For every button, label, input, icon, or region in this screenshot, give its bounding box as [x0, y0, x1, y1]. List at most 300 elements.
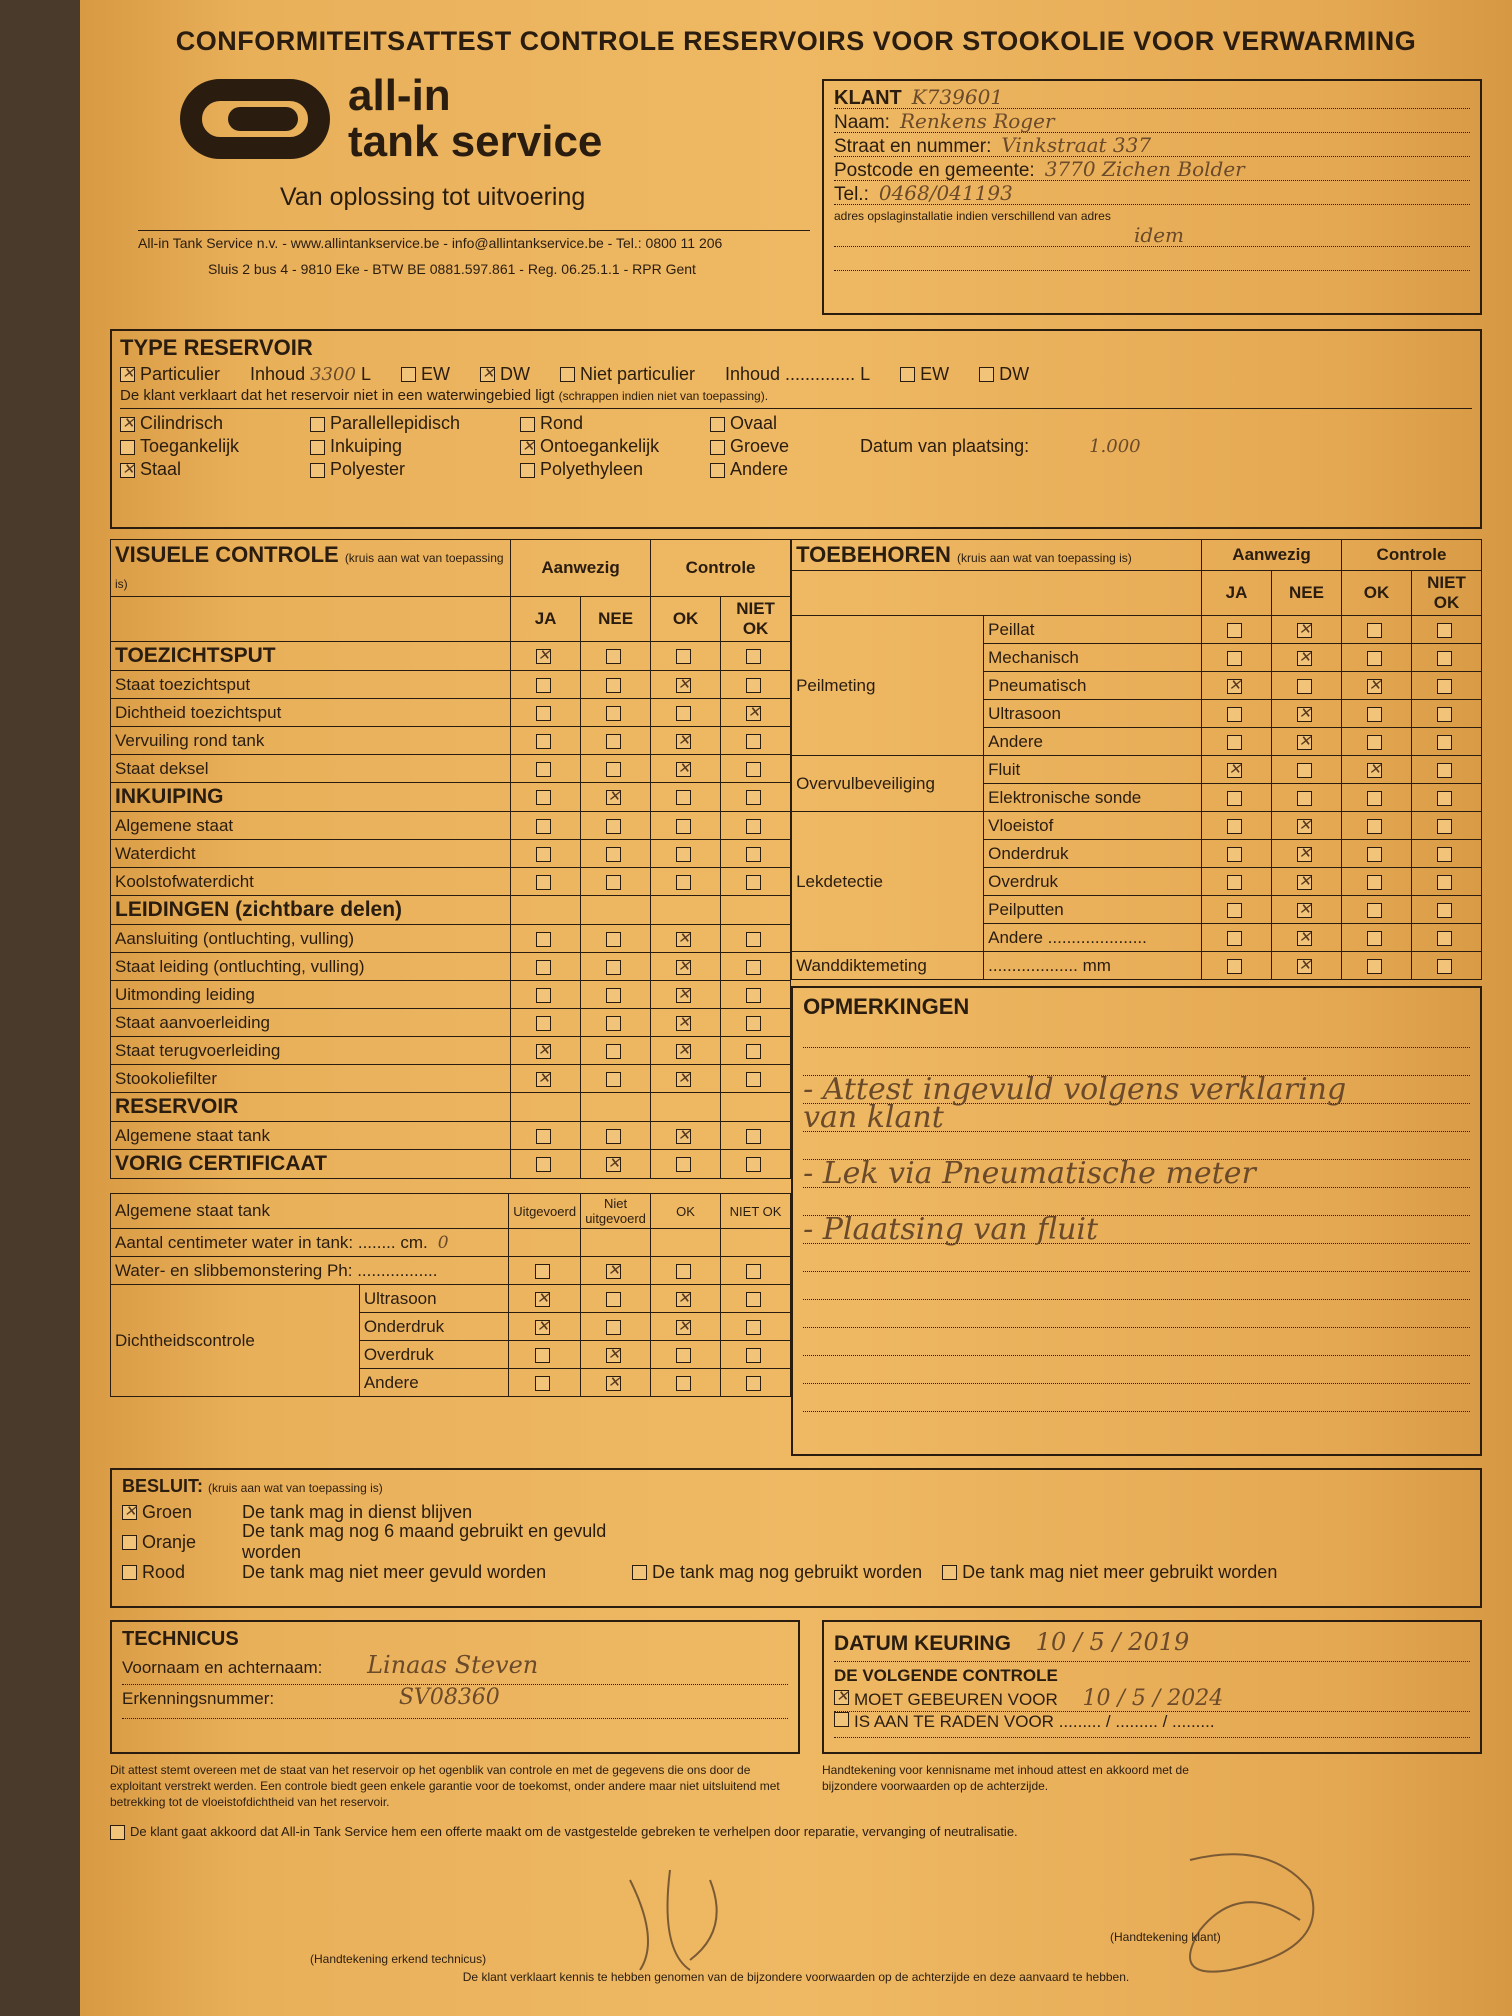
toe-check-checkbox[interactable] — [1437, 763, 1452, 778]
toe-check[interactable] — [1412, 896, 1482, 924]
toe-check[interactable] — [1202, 784, 1272, 812]
slib-check-checkbox[interactable] — [606, 1264, 621, 1279]
niet-particulier-checkbox[interactable] — [560, 367, 575, 382]
row-check[interactable] — [651, 1037, 721, 1065]
shape-option[interactable] — [120, 413, 310, 434]
remark-line[interactable]: - Attest ingevuld volgens verklaring — [803, 1076, 1470, 1104]
row-check[interactable] — [511, 1037, 581, 1065]
row-check[interactable] — [721, 671, 791, 699]
besluit-option[interactable] — [122, 1557, 1470, 1587]
toe-check-checkbox[interactable] — [1437, 679, 1452, 694]
toe-check-checkbox[interactable] — [1367, 931, 1382, 946]
klant-number[interactable]: K739601 — [911, 85, 1004, 109]
dw-checkbox[interactable] — [480, 367, 495, 382]
toe-check[interactable] — [1202, 896, 1272, 924]
erk-field[interactable]: SV08360 — [398, 1685, 500, 1710]
row-check-checkbox[interactable] — [536, 819, 551, 834]
dicht-check-checkbox[interactable] — [676, 1376, 691, 1391]
dicht-check-checkbox[interactable] — [746, 1320, 761, 1335]
row-check-checkbox[interactable] — [536, 960, 551, 975]
toe-check-checkbox[interactable] — [1437, 931, 1452, 946]
toe-check-checkbox[interactable] — [1297, 931, 1312, 946]
toe-check[interactable] — [1202, 812, 1272, 840]
toe-check-checkbox[interactable] — [1227, 959, 1242, 974]
row-check[interactable] — [581, 953, 651, 981]
besluit-checkbox[interactable] — [122, 1565, 137, 1580]
shape-checkbox[interactable] — [710, 463, 725, 478]
toe-check-checkbox[interactable] — [1297, 875, 1312, 890]
toe-check[interactable] — [1202, 756, 1272, 784]
row-check-checkbox[interactable] — [606, 678, 621, 693]
row-check-checkbox[interactable] — [676, 1072, 691, 1087]
group-check-checkbox[interactable] — [746, 790, 761, 805]
row-check-checkbox[interactable] — [606, 1016, 621, 1031]
toe-check[interactable] — [1342, 812, 1412, 840]
dicht-check[interactable] — [651, 1285, 721, 1313]
slib-check[interactable] — [581, 1257, 651, 1285]
toe-check-checkbox[interactable] — [1227, 763, 1242, 778]
shape-checkbox[interactable] — [520, 417, 535, 432]
adres-field[interactable]: idem — [1134, 223, 1184, 247]
row-check-checkbox[interactable] — [746, 988, 761, 1003]
slib-check[interactable] — [721, 1257, 791, 1285]
tech-naam-field[interactable]: Linaas Steven — [367, 1651, 539, 1679]
toe-check[interactable] — [1272, 700, 1342, 728]
row-check-checkbox[interactable] — [746, 1072, 761, 1087]
row-check[interactable] — [651, 1009, 721, 1037]
row-check[interactable] — [581, 1065, 651, 1093]
toe-check[interactable] — [1272, 840, 1342, 868]
shape-option[interactable] — [310, 413, 520, 434]
row-check[interactable] — [511, 1009, 581, 1037]
row-check-checkbox[interactable] — [676, 762, 691, 777]
toe-check-checkbox[interactable] — [1437, 959, 1452, 974]
toe-check-checkbox[interactable] — [1367, 903, 1382, 918]
row-check[interactable] — [651, 1065, 721, 1093]
row-check[interactable] — [581, 699, 651, 727]
row-check[interactable] — [721, 1037, 791, 1065]
toe-check[interactable] — [1342, 868, 1412, 896]
toe-check-checkbox[interactable] — [1227, 791, 1242, 806]
toe-check-checkbox[interactable] — [1297, 707, 1312, 722]
ew2-checkbox[interactable] — [900, 367, 915, 382]
naam-field[interactable]: Renkens Roger — [899, 109, 1055, 133]
toe-check[interactable] — [1342, 896, 1412, 924]
toe-check[interactable] — [1272, 672, 1342, 700]
toe-check[interactable] — [1202, 840, 1272, 868]
row-check-checkbox[interactable] — [676, 875, 691, 890]
row-check-checkbox[interactable] — [536, 932, 551, 947]
toe-check-checkbox[interactable] — [1367, 651, 1382, 666]
row-check[interactable] — [581, 1037, 651, 1065]
toe-check-checkbox[interactable] — [1297, 763, 1312, 778]
row-check-checkbox[interactable] — [606, 706, 621, 721]
group-check-checkbox[interactable] — [536, 1157, 551, 1172]
toe-check[interactable] — [1342, 952, 1412, 980]
group-check-checkbox[interactable] — [606, 1157, 621, 1172]
group-check[interactable] — [511, 783, 581, 812]
toe-check-checkbox[interactable] — [1367, 847, 1382, 862]
toe-check-checkbox[interactable] — [1367, 763, 1382, 778]
moet-field[interactable]: 10 / 5 / 2024 — [1082, 1686, 1224, 1711]
group-check[interactable] — [721, 783, 791, 812]
ew-checkbox[interactable] — [401, 367, 416, 382]
toe-check-checkbox[interactable] — [1437, 735, 1452, 750]
particulier-checkbox[interactable] — [120, 367, 135, 382]
group-check[interactable] — [511, 1150, 581, 1179]
group-check[interactable] — [581, 642, 651, 671]
row-check[interactable] — [581, 755, 651, 783]
row-check-checkbox[interactable] — [536, 875, 551, 890]
row-check[interactable] — [511, 727, 581, 755]
dicht-check[interactable] — [509, 1341, 581, 1369]
toe-check-checkbox[interactable] — [1367, 959, 1382, 974]
datum-field[interactable]: 10 / 5 / 2019 — [1035, 1628, 1190, 1656]
slib-check-checkbox[interactable] — [746, 1264, 761, 1279]
row-check[interactable] — [651, 755, 721, 783]
shape-checkbox[interactable] — [710, 440, 725, 455]
toe-check-checkbox[interactable] — [1297, 791, 1312, 806]
toe-check-checkbox[interactable] — [1367, 819, 1382, 834]
row-check-checkbox[interactable] — [606, 847, 621, 862]
row-check[interactable] — [581, 925, 651, 953]
shape-option[interactable] — [310, 436, 520, 457]
tel-field[interactable]: 0468/041193 — [878, 181, 1013, 205]
row-check[interactable] — [721, 925, 791, 953]
row-check[interactable] — [581, 1009, 651, 1037]
toe-check[interactable] — [1202, 700, 1272, 728]
toe-check[interactable] — [1202, 868, 1272, 896]
toe-check-checkbox[interactable] — [1297, 679, 1312, 694]
dicht-check-checkbox[interactable] — [676, 1348, 691, 1363]
toe-check[interactable] — [1342, 924, 1412, 952]
dicht-check-checkbox[interactable] — [676, 1292, 691, 1307]
row-check[interactable] — [511, 812, 581, 840]
toe-check[interactable] — [1412, 644, 1482, 672]
toe-check-checkbox[interactable] — [1437, 847, 1452, 862]
row-check[interactable] — [581, 981, 651, 1009]
row-check-checkbox[interactable] — [536, 847, 551, 862]
row-check[interactable] — [721, 1009, 791, 1037]
toe-check-checkbox[interactable] — [1227, 819, 1242, 834]
toe-check[interactable] — [1202, 616, 1272, 644]
row-check-checkbox[interactable] — [606, 1044, 621, 1059]
toe-check-checkbox[interactable] — [1227, 679, 1242, 694]
row-check-checkbox[interactable] — [746, 762, 761, 777]
dicht-check-checkbox[interactable] — [676, 1320, 691, 1335]
toe-check-checkbox[interactable] — [1437, 651, 1452, 666]
dicht-check[interactable] — [651, 1369, 721, 1397]
row-check-checkbox[interactable] — [676, 1044, 691, 1059]
straat-field[interactable]: Vinkstraat 337 — [1001, 133, 1152, 157]
toe-check[interactable] — [1342, 728, 1412, 756]
remark-line[interactable]: van klant — [803, 1104, 1470, 1132]
row-check-checkbox[interactable] — [676, 819, 691, 834]
besluit-option[interactable] — [122, 1521, 1470, 1562]
group-check-checkbox[interactable] — [536, 649, 551, 664]
row-check-checkbox[interactable] — [746, 1016, 761, 1031]
row-check-checkbox[interactable] — [606, 762, 621, 777]
besluit-checkbox[interactable] — [122, 1535, 137, 1550]
toe-check[interactable] — [1272, 756, 1342, 784]
row-check[interactable] — [511, 953, 581, 981]
row-check[interactable] — [721, 755, 791, 783]
row-check-checkbox[interactable] — [606, 819, 621, 834]
toe-check-checkbox[interactable] — [1297, 623, 1312, 638]
remark-line[interactable] — [803, 1328, 1470, 1356]
remark-line[interactable] — [803, 1020, 1470, 1048]
raden-field[interactable]: ......... / ......... / ......... — [1058, 1712, 1215, 1731]
row-check-checkbox[interactable] — [676, 734, 691, 749]
toe-check-checkbox[interactable] — [1437, 707, 1452, 722]
shape-option[interactable] — [120, 436, 310, 457]
row-check[interactable] — [651, 925, 721, 953]
row-check[interactable] — [651, 671, 721, 699]
toe-check[interactable] — [1272, 868, 1342, 896]
row-check-checkbox[interactable] — [746, 1044, 761, 1059]
dicht-check-checkbox[interactable] — [535, 1292, 550, 1307]
dicht-check[interactable] — [581, 1313, 651, 1341]
row-check-checkbox[interactable] — [746, 847, 761, 862]
dicht-check[interactable] — [651, 1341, 721, 1369]
row-check-checkbox[interactable] — [676, 678, 691, 693]
toe-check[interactable] — [1272, 924, 1342, 952]
besluit-extra1-checkbox[interactable] — [632, 1565, 647, 1580]
row-check-checkbox[interactable] — [746, 706, 761, 721]
shape-checkbox[interactable] — [120, 440, 135, 455]
dicht-check[interactable] — [721, 1285, 791, 1313]
toe-check-checkbox[interactable] — [1437, 819, 1452, 834]
row-check[interactable] — [721, 727, 791, 755]
row-check[interactable] — [581, 812, 651, 840]
group-check-checkbox[interactable] — [606, 790, 621, 805]
group-check[interactable] — [581, 1150, 651, 1179]
row-check[interactable] — [511, 981, 581, 1009]
toe-check[interactable] — [1412, 812, 1482, 840]
toe-check-checkbox[interactable] — [1437, 791, 1452, 806]
row-check[interactable] — [581, 1122, 651, 1150]
row-check-checkbox[interactable] — [676, 1129, 691, 1144]
row-check[interactable] — [721, 953, 791, 981]
row-check-checkbox[interactable] — [606, 734, 621, 749]
row-check-checkbox[interactable] — [536, 678, 551, 693]
toe-check-checkbox[interactable] — [1297, 735, 1312, 750]
shape-option[interactable] — [710, 413, 860, 434]
slib-check-checkbox[interactable] — [535, 1264, 550, 1279]
toe-check[interactable] — [1272, 784, 1342, 812]
row-check[interactable] — [721, 840, 791, 868]
toe-check-checkbox[interactable] — [1227, 875, 1242, 890]
shape-option[interactable] — [710, 436, 860, 457]
dicht-check-checkbox[interactable] — [746, 1292, 761, 1307]
besluit-checkbox[interactable] — [122, 1505, 137, 1520]
toe-check[interactable] — [1412, 756, 1482, 784]
row-check-checkbox[interactable] — [676, 1016, 691, 1031]
shape-option[interactable] — [120, 459, 310, 480]
toe-check-checkbox[interactable] — [1367, 623, 1382, 638]
row-check-checkbox[interactable] — [606, 875, 621, 890]
toe-check[interactable] — [1342, 700, 1412, 728]
toe-check-checkbox[interactable] — [1227, 735, 1242, 750]
row-check-checkbox[interactable] — [606, 988, 621, 1003]
toe-check[interactable] — [1412, 924, 1482, 952]
toe-check[interactable] — [1342, 784, 1412, 812]
row-check[interactable] — [581, 840, 651, 868]
group-check-checkbox[interactable] — [746, 1157, 761, 1172]
row-check-checkbox[interactable] — [606, 1129, 621, 1144]
toe-check[interactable] — [1412, 672, 1482, 700]
toe-check[interactable] — [1272, 616, 1342, 644]
toe-check-checkbox[interactable] — [1367, 679, 1382, 694]
toe-check[interactable] — [1412, 868, 1482, 896]
group-check[interactable] — [511, 642, 581, 671]
row-check[interactable] — [651, 812, 721, 840]
group-check-checkbox[interactable] — [536, 790, 551, 805]
toe-check[interactable] — [1342, 616, 1412, 644]
datum-plaatsing-field[interactable]: 1.000 — [1089, 436, 1141, 457]
row-check[interactable] — [651, 1122, 721, 1150]
row-check-checkbox[interactable] — [536, 734, 551, 749]
row-check[interactable] — [721, 868, 791, 896]
row-check-checkbox[interactable] — [676, 988, 691, 1003]
row-check[interactable] — [511, 1065, 581, 1093]
postcode-field[interactable]: 3770 Zichen Bolder — [1044, 157, 1245, 181]
shape-option[interactable] — [310, 459, 520, 480]
row-check[interactable] — [511, 755, 581, 783]
toe-check[interactable] — [1272, 952, 1342, 980]
shape-checkbox[interactable] — [310, 417, 325, 432]
moet-checkbox[interactable] — [834, 1690, 849, 1705]
toe-check-checkbox[interactable] — [1367, 875, 1382, 890]
group-check-checkbox[interactable] — [746, 649, 761, 664]
row-check-checkbox[interactable] — [606, 1072, 621, 1087]
group-check[interactable] — [721, 642, 791, 671]
toe-check-checkbox[interactable] — [1297, 651, 1312, 666]
row-check[interactable] — [651, 868, 721, 896]
toe-check[interactable] — [1202, 924, 1272, 952]
dicht-check-checkbox[interactable] — [606, 1320, 621, 1335]
row-check[interactable] — [511, 925, 581, 953]
inhoud-field[interactable]: 3300 — [310, 363, 356, 385]
toe-check-checkbox[interactable] — [1297, 847, 1312, 862]
group-check[interactable] — [721, 1150, 791, 1179]
dicht-check[interactable] — [581, 1285, 651, 1313]
dicht-check[interactable] — [721, 1341, 791, 1369]
row-check[interactable] — [651, 840, 721, 868]
row-check-checkbox[interactable] — [606, 932, 621, 947]
slib-check[interactable] — [509, 1257, 581, 1285]
row-check[interactable] — [511, 699, 581, 727]
toe-check-checkbox[interactable] — [1227, 931, 1242, 946]
row-check[interactable] — [651, 953, 721, 981]
toe-check[interactable] — [1412, 700, 1482, 728]
row-check[interactable] — [721, 981, 791, 1009]
row-check-checkbox[interactable] — [746, 960, 761, 975]
dicht-check-checkbox[interactable] — [535, 1348, 550, 1363]
toe-check-checkbox[interactable] — [1437, 875, 1452, 890]
dicht-check[interactable] — [509, 1369, 581, 1397]
shape-checkbox[interactable] — [310, 463, 325, 478]
group-check-checkbox[interactable] — [676, 790, 691, 805]
row-check-checkbox[interactable] — [676, 932, 691, 947]
remark-line[interactable] — [803, 1356, 1470, 1384]
shape-option[interactable] — [520, 459, 710, 480]
row-check-checkbox[interactable] — [536, 1072, 551, 1087]
row-check-checkbox[interactable] — [536, 1129, 551, 1144]
row-check-checkbox[interactable] — [536, 1044, 551, 1059]
dicht-check-checkbox[interactable] — [746, 1348, 761, 1363]
toe-check[interactable] — [1202, 952, 1272, 980]
toe-check[interactable] — [1342, 840, 1412, 868]
row-check-checkbox[interactable] — [746, 819, 761, 834]
row-check[interactable] — [721, 699, 791, 727]
toe-check-checkbox[interactable] — [1297, 819, 1312, 834]
group-check[interactable] — [651, 642, 721, 671]
dicht-check[interactable] — [721, 1313, 791, 1341]
toe-check[interactable] — [1342, 756, 1412, 784]
row-check-checkbox[interactable] — [536, 988, 551, 1003]
toe-check[interactable] — [1342, 644, 1412, 672]
row-check[interactable] — [721, 1122, 791, 1150]
remark-line[interactable] — [803, 1244, 1470, 1272]
row-check[interactable] — [511, 671, 581, 699]
besluit-extra2-checkbox[interactable] — [942, 1565, 957, 1580]
row-check-checkbox[interactable] — [746, 734, 761, 749]
row-check[interactable] — [511, 868, 581, 896]
shape-option[interactable] — [710, 459, 860, 480]
dicht-check-checkbox[interactable] — [746, 1376, 761, 1391]
row-check[interactable] — [651, 727, 721, 755]
shape-checkbox[interactable] — [120, 417, 135, 432]
toe-check[interactable] — [1412, 616, 1482, 644]
row-check-checkbox[interactable] — [676, 706, 691, 721]
row-check-checkbox[interactable] — [606, 960, 621, 975]
toe-check[interactable] — [1272, 644, 1342, 672]
slib-check[interactable] — [651, 1257, 721, 1285]
row-check[interactable] — [651, 699, 721, 727]
shape-option[interactable] — [520, 413, 710, 434]
toe-check-checkbox[interactable] — [1367, 735, 1382, 750]
dicht-check[interactable] — [651, 1313, 721, 1341]
row-check-checkbox[interactable] — [746, 875, 761, 890]
group-check-checkbox[interactable] — [606, 649, 621, 664]
remark-line[interactable] — [803, 1384, 1470, 1412]
group-check[interactable] — [651, 1150, 721, 1179]
group-check[interactable] — [651, 783, 721, 812]
toe-check[interactable] — [1412, 728, 1482, 756]
row-check[interactable] — [721, 1065, 791, 1093]
shape-checkbox[interactable] — [520, 440, 535, 455]
shape-checkbox[interactable] — [710, 417, 725, 432]
dicht-check[interactable] — [581, 1369, 651, 1397]
toe-check[interactable] — [1412, 840, 1482, 868]
row-check-checkbox[interactable] — [746, 1129, 761, 1144]
row-check[interactable] — [511, 1122, 581, 1150]
row-check-checkbox[interactable] — [746, 932, 761, 947]
remark-line[interactable]: - Plaatsing van fluit — [803, 1216, 1470, 1244]
row-check-checkbox[interactable] — [676, 847, 691, 862]
toe-check-checkbox[interactable] — [1227, 623, 1242, 638]
toe-check[interactable] — [1272, 728, 1342, 756]
toe-check[interactable] — [1202, 672, 1272, 700]
dicht-check-checkbox[interactable] — [606, 1292, 621, 1307]
shape-checkbox[interactable] — [310, 440, 325, 455]
slib-check-checkbox[interactable] — [676, 1264, 691, 1279]
toe-check[interactable] — [1272, 896, 1342, 924]
toe-check-checkbox[interactable] — [1437, 623, 1452, 638]
row-check[interactable] — [581, 671, 651, 699]
group-check-checkbox[interactable] — [676, 649, 691, 664]
